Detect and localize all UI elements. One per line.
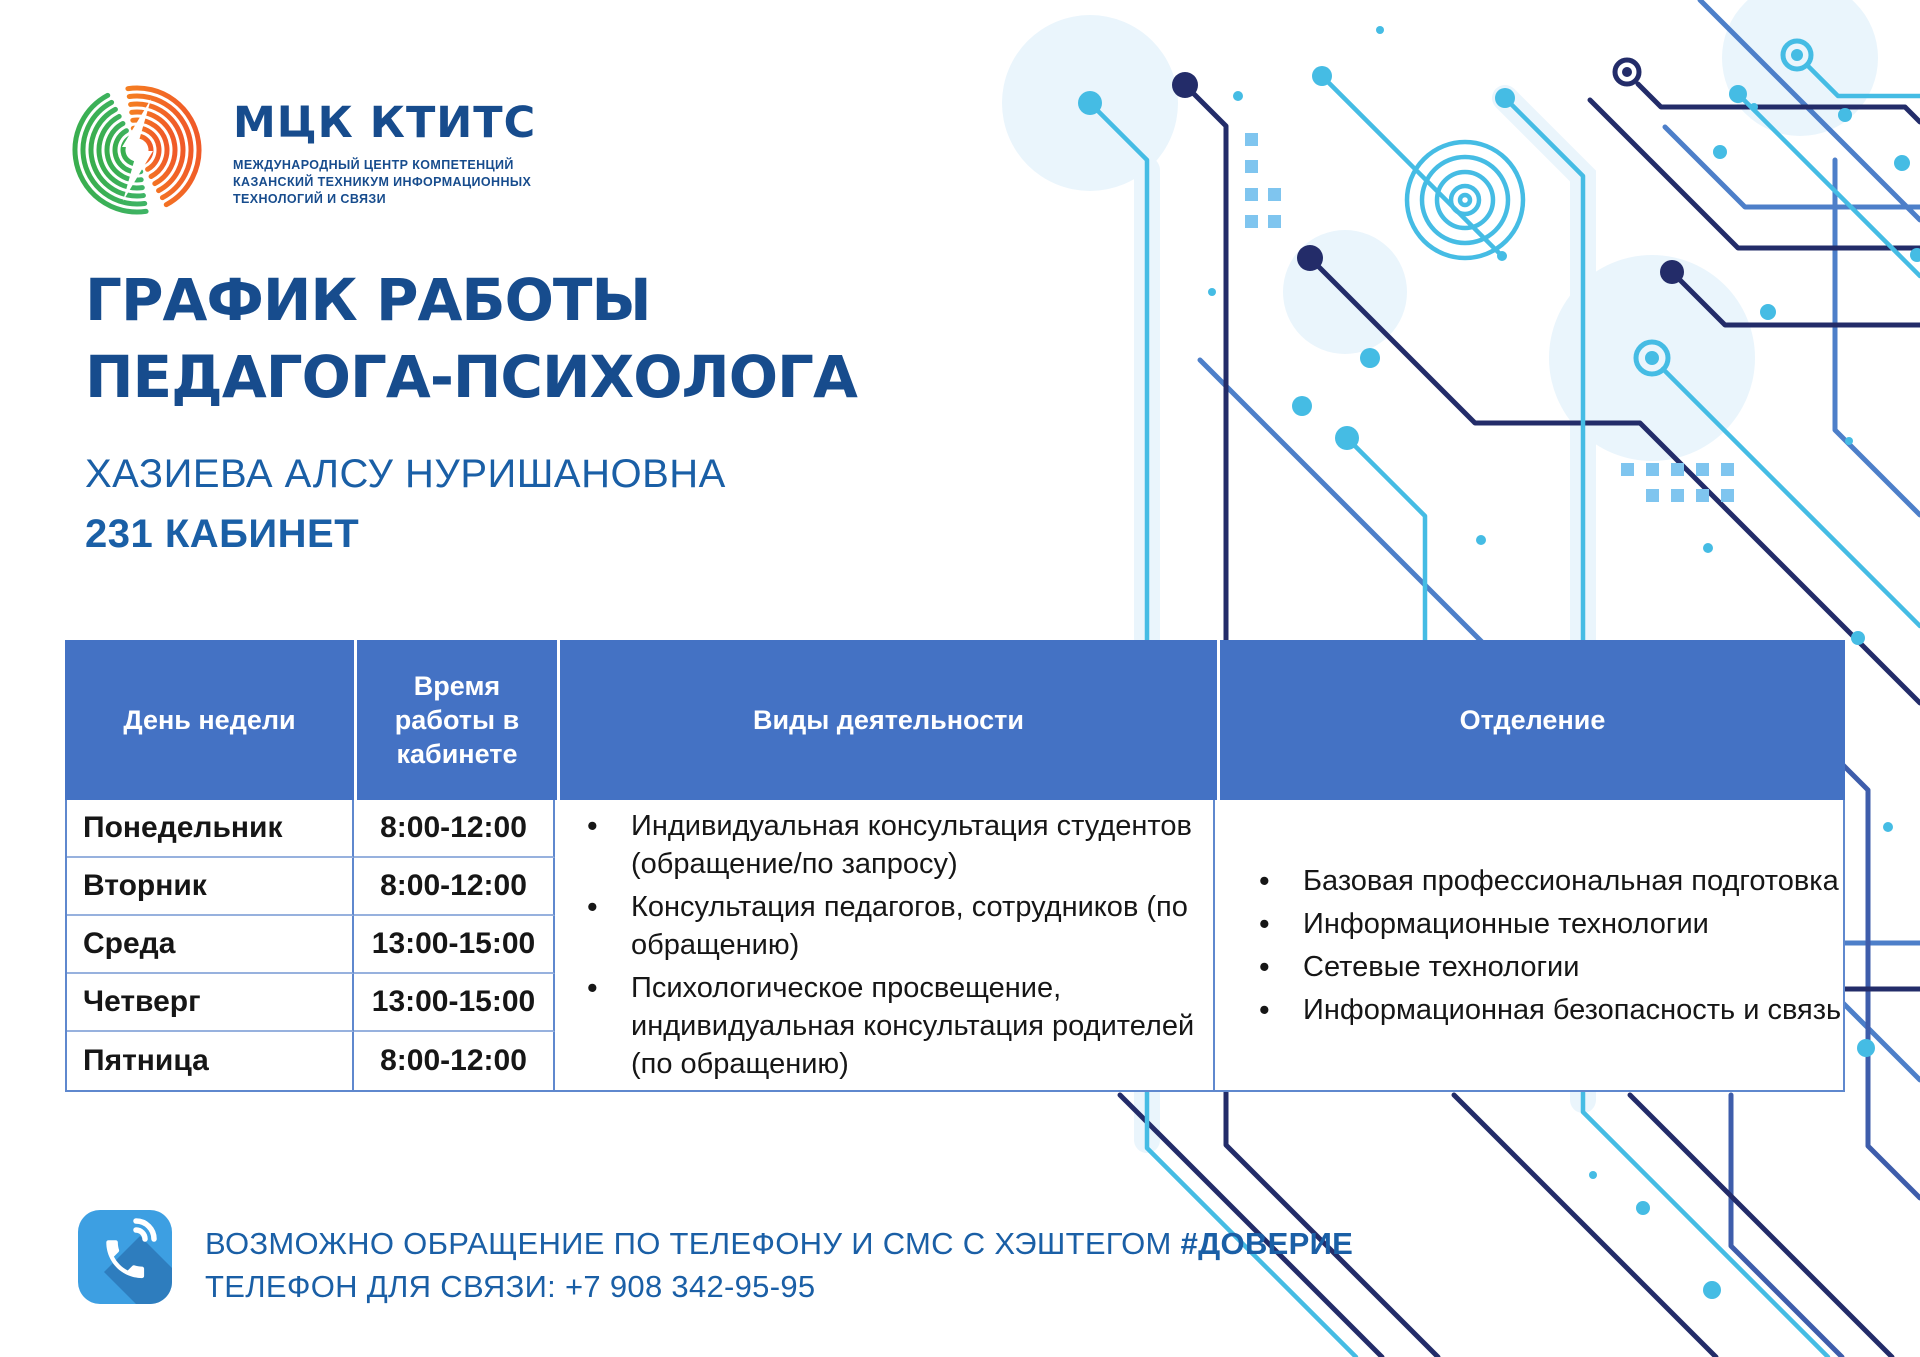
day-cell: Четверг	[67, 974, 354, 1032]
day-cell: Пятница	[67, 1032, 354, 1090]
activities-list	[555, 802, 1213, 1088]
schedule-table-body	[65, 800, 1845, 1092]
time-cell: 8:00-12:00	[354, 1032, 555, 1090]
time-cell: 13:00-15:00	[354, 974, 555, 1032]
time-cell: 13:00-15:00	[354, 916, 555, 974]
departments-list	[1215, 857, 1841, 1034]
department-item: • Сетевые технологии	[1215, 948, 1841, 986]
page-title-line: ПЕДАГОГА-ПСИХОЛОГА	[85, 343, 857, 411]
department-item: • Базовая профессиональная подготовка	[1215, 862, 1841, 900]
day-cell: Среда	[67, 916, 354, 974]
time-cell: 8:00-12:00	[354, 800, 555, 858]
department-item: • Информационная безопасность и связь	[1215, 991, 1841, 1029]
activities-cell	[555, 800, 1215, 1090]
contact-line-2: ТЕЛЕФОН ДЛЯ СВЯЗИ: +7 908 342-95-95	[205, 1269, 816, 1304]
day-cell: Вторник	[67, 858, 354, 916]
phone-icon	[78, 1210, 172, 1304]
header-day: День недели	[65, 640, 354, 800]
pale-circles	[1002, 0, 1878, 461]
department-item: • Информационные технологии	[1215, 905, 1841, 943]
brand-tagline	[233, 157, 536, 208]
room-number: 231 КАБИНЕТ	[85, 512, 360, 556]
header-activities: Виды деятельности	[557, 640, 1217, 800]
schedule-table-header	[65, 640, 1845, 800]
header-time: Время работы в кабинете	[354, 640, 557, 800]
brand-name: МЦК КТИТС	[233, 98, 537, 148]
header-department: Отделение	[1217, 640, 1845, 800]
brand-tagline-line: КАЗАНСКИЙ ТЕХНИКУМ ИНФОРМАЦИОННЫХ	[233, 175, 532, 189]
contact-hashtag: #ДОВЕРИЕ	[1180, 1226, 1354, 1261]
departments-cell	[1215, 800, 1843, 1090]
page-title-line: ГРАФИК РАБОТЫ	[85, 266, 651, 334]
psychologist-name: ХАЗИЕВА АЛСУ НУРИШАНОВНА	[85, 452, 726, 496]
activity-item: • Индивидуальная консультация студентов (обращение/по запросу)	[555, 807, 1213, 883]
brand-tagline-line: МЕЖДУНАРОДНЫЙ ЦЕНТР КОМПЕТЕНЦИЙ	[233, 158, 514, 172]
target-circles	[1407, 142, 1523, 258]
page-title	[85, 262, 857, 416]
time-cell: 8:00-12:00	[354, 858, 555, 916]
mck-ktits-logo	[72, 85, 202, 215]
brand-tagline-line: ТЕХНОЛОГИЙ И СВЯЗИ	[233, 192, 386, 206]
activity-item: • Психологическое просвещение, индивидуальная консультация родителей (по обращению)	[555, 969, 1213, 1083]
contact-line-1	[205, 1222, 1353, 1265]
contact-block	[205, 1222, 1353, 1308]
day-cell: Понедельник	[67, 800, 354, 858]
contact-line1-text: ВОЗМОЖНО ОБРАЩЕНИЕ ПО ТЕЛЕФОНУ И СМС С ХЭШТЕГОМ	[205, 1226, 1181, 1261]
activity-item: • Консультация педагогов, сотрудников (по обращению)	[555, 888, 1213, 964]
